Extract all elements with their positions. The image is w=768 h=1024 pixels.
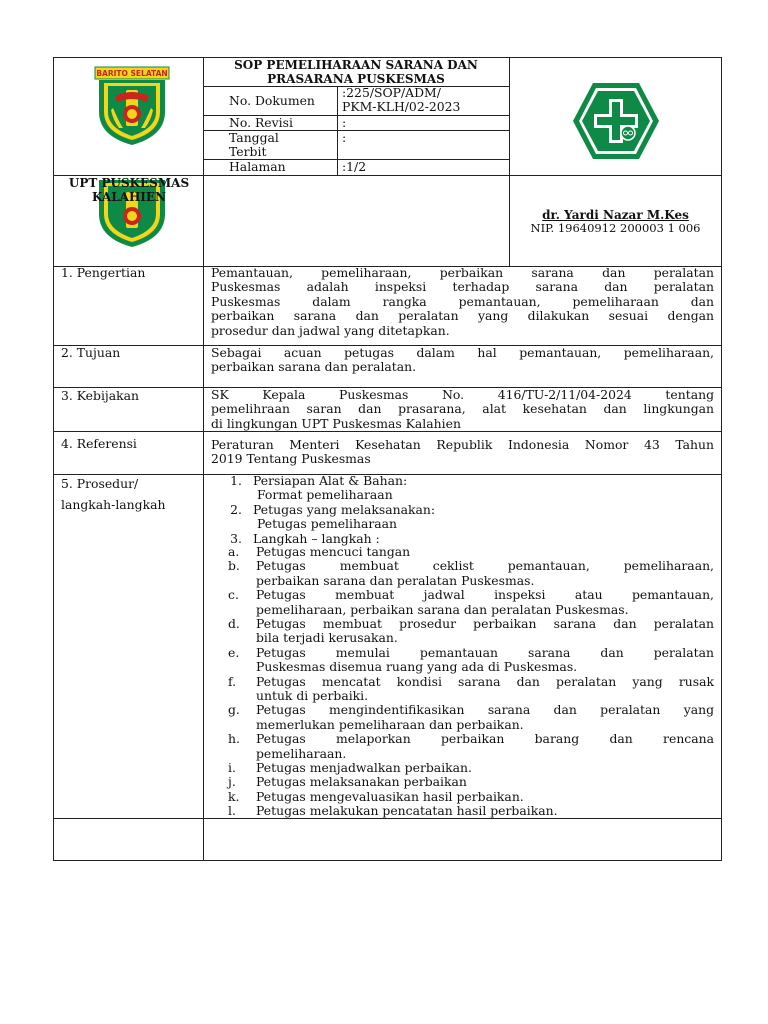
step-text-line: Petugas mengindentifikasikan sarana dan peralatan yang — [256, 702, 714, 718]
step-text-line: Petugas mencatat kondisi sarana dan peralatan yang rusak — [256, 673, 714, 689]
step-text-line: Petugas mengevaluasikan hasil perbaikan. — [256, 788, 524, 804]
list-item: 2. Petugas yang melaksanakan: — [230, 501, 436, 517]
step-text-line: Petugas mencuci tangan — [256, 544, 411, 559]
list-item: 1. Persiapan Alat & Bahan: — [230, 473, 408, 488]
step-letter: a. — [228, 544, 240, 559]
step-letter: b. — [228, 558, 240, 574]
regency-logo — [93, 66, 171, 146]
meta-value-no-revisi: : — [342, 115, 347, 130]
puskesmas-logo — [571, 81, 661, 161]
step-text-line: pemeliharaan, perbaikan sarana dan peralatan Puskesmas. — [256, 601, 629, 617]
step-text-line: bila terjadi kerusakan. — [256, 630, 398, 646]
step-text-line: Petugas memulai pemantauan sarana dan peralatan — [256, 644, 714, 660]
meta-label-halaman: Halaman — [229, 159, 286, 174]
section-text-pengertian: Pemantauan, pemeliharaan, perbaikan sarana dan peralatan Puskesmas adalah inspeksi terhadap sarana dan peralatan Puskesmas dalam rangka pemantauan, pemeliharaan dan perbaikan sarana dan peralatan yang dilakukan sesuai dengan prosedur dan jadwal yang ditetapkan. — [211, 265, 714, 338]
step-letter: d. — [228, 616, 240, 631]
step-item — [228, 675, 714, 704]
step-letter: j. — [228, 774, 236, 790]
body-divider — [203, 267, 204, 861]
step-item — [228, 790, 714, 804]
step-item — [228, 761, 714, 775]
step-letter: i. — [228, 760, 236, 775]
step-letter: k. — [228, 788, 240, 804]
section-label-prosedur: 5. Prosedur/ langkah-langkah — [61, 476, 166, 512]
organization-name: UPT PUSKESMAS KALAHIEN — [68, 176, 190, 205]
meta-label-tanggal-terbit: Tanggal Terbit — [229, 130, 279, 160]
list-item-sub: Petugas pemeliharaan — [257, 516, 398, 532]
step-letter: l. — [228, 803, 236, 819]
logo-banner-text: BARITO SELATAN — [96, 69, 168, 78]
step-item — [228, 804, 714, 818]
meta-label-no-dokumen: No. Dokumen — [229, 93, 315, 108]
step-letter: h. — [228, 731, 240, 747]
step-letter: f. — [228, 673, 237, 689]
list-item: 3. Langkah – langkah : — [230, 530, 380, 546]
signer-nip: NIP. 19640912 200003 1 006 — [530, 221, 701, 235]
header-divider-left — [203, 57, 204, 267]
section-text-tujuan: Sebagai acuan petugas dalam hal pemantauan, pemeliharaan, perbaikan sarana dan peralatan. — [211, 345, 714, 375]
step-item — [228, 588, 714, 617]
step-text-line: pemeliharaan. — [256, 745, 347, 761]
step-item — [228, 545, 714, 559]
document-title: SOP PEMELIHARAAN SARANA DAN PRASARANA PUSKESMAS — [234, 58, 478, 87]
step-text-line: memerlukan pemeliharaan dan perbaikan. — [256, 716, 524, 732]
section-label-referensi: 4. Referensi — [61, 436, 137, 451]
step-text-line: Petugas melaksanakan perbaikan — [256, 774, 467, 790]
step-text-line: Petugas melaporkan perbaikan barang dan rencana — [256, 731, 714, 747]
step-text-line: Petugas melakukan pencatatan hasil perbaikan. — [256, 803, 558, 819]
header-divider-right — [509, 57, 510, 267]
step-item — [228, 732, 714, 761]
meta-value-no-dokumen: :225/SOP/ADM/ PKM-KLH/02-2023 — [342, 85, 461, 115]
meta-value-halaman: :1/2 — [342, 159, 367, 174]
section-text-kebijakan: SK Kepala Puskesmas No. 416/TU-2/11/04-2024 tentang pemelihraan saran dan prasarana, alat kesehatan dan lingkungan di lingkungan UPT Puskesmas Kalahien — [211, 387, 714, 431]
signer-name: dr. Yardi Nazar M.Kes — [542, 208, 689, 222]
list-item-sub: Format pemeliharaan — [257, 487, 393, 503]
step-text-line: Petugas menjadwalkan perbaikan. — [256, 760, 472, 775]
meta-value-tanggal-terbit: : — [342, 130, 347, 145]
section-label-tujuan: 2. Tujuan — [61, 345, 121, 360]
step-item — [228, 775, 714, 789]
meta-label-no-revisi: No. Revisi — [229, 115, 293, 130]
prosedur-numbered-list — [222, 473, 714, 545]
step-text-line: untuk di perbaiki. — [256, 687, 369, 703]
prosedur-steps — [228, 545, 714, 819]
step-item — [228, 703, 714, 732]
section-label-kebijakan: 3. Kebijakan — [61, 388, 140, 403]
section-label-pengertian: 1. Pengertian — [61, 265, 146, 280]
step-letter: c. — [228, 587, 239, 603]
step-item — [228, 617, 714, 646]
step-text-line: Petugas membuat ceklist pemantauan, pemeliharaan, — [256, 558, 714, 574]
step-text-line: Puskesmas disemua ruang yang ada di Puskesmas. — [256, 659, 578, 675]
step-text-line: perbaikan sarana dan peralatan Puskesmas. — [256, 572, 535, 588]
step-letter: g. — [228, 702, 240, 718]
step-item — [228, 559, 714, 588]
step-item — [228, 646, 714, 675]
step-text-line: Petugas membuat jadwal inspeksi atau pemantauan, — [256, 587, 714, 603]
section-text-referensi: Peraturan Menteri Kesehatan Republik Indonesia Nomor 43 Tahun 2019 Tentang Puskesmas — [211, 437, 714, 467]
step-text-line: Petugas membuat prosedur perbaikan sarana dan peralatan — [256, 616, 714, 631]
step-letter: e. — [228, 644, 240, 660]
